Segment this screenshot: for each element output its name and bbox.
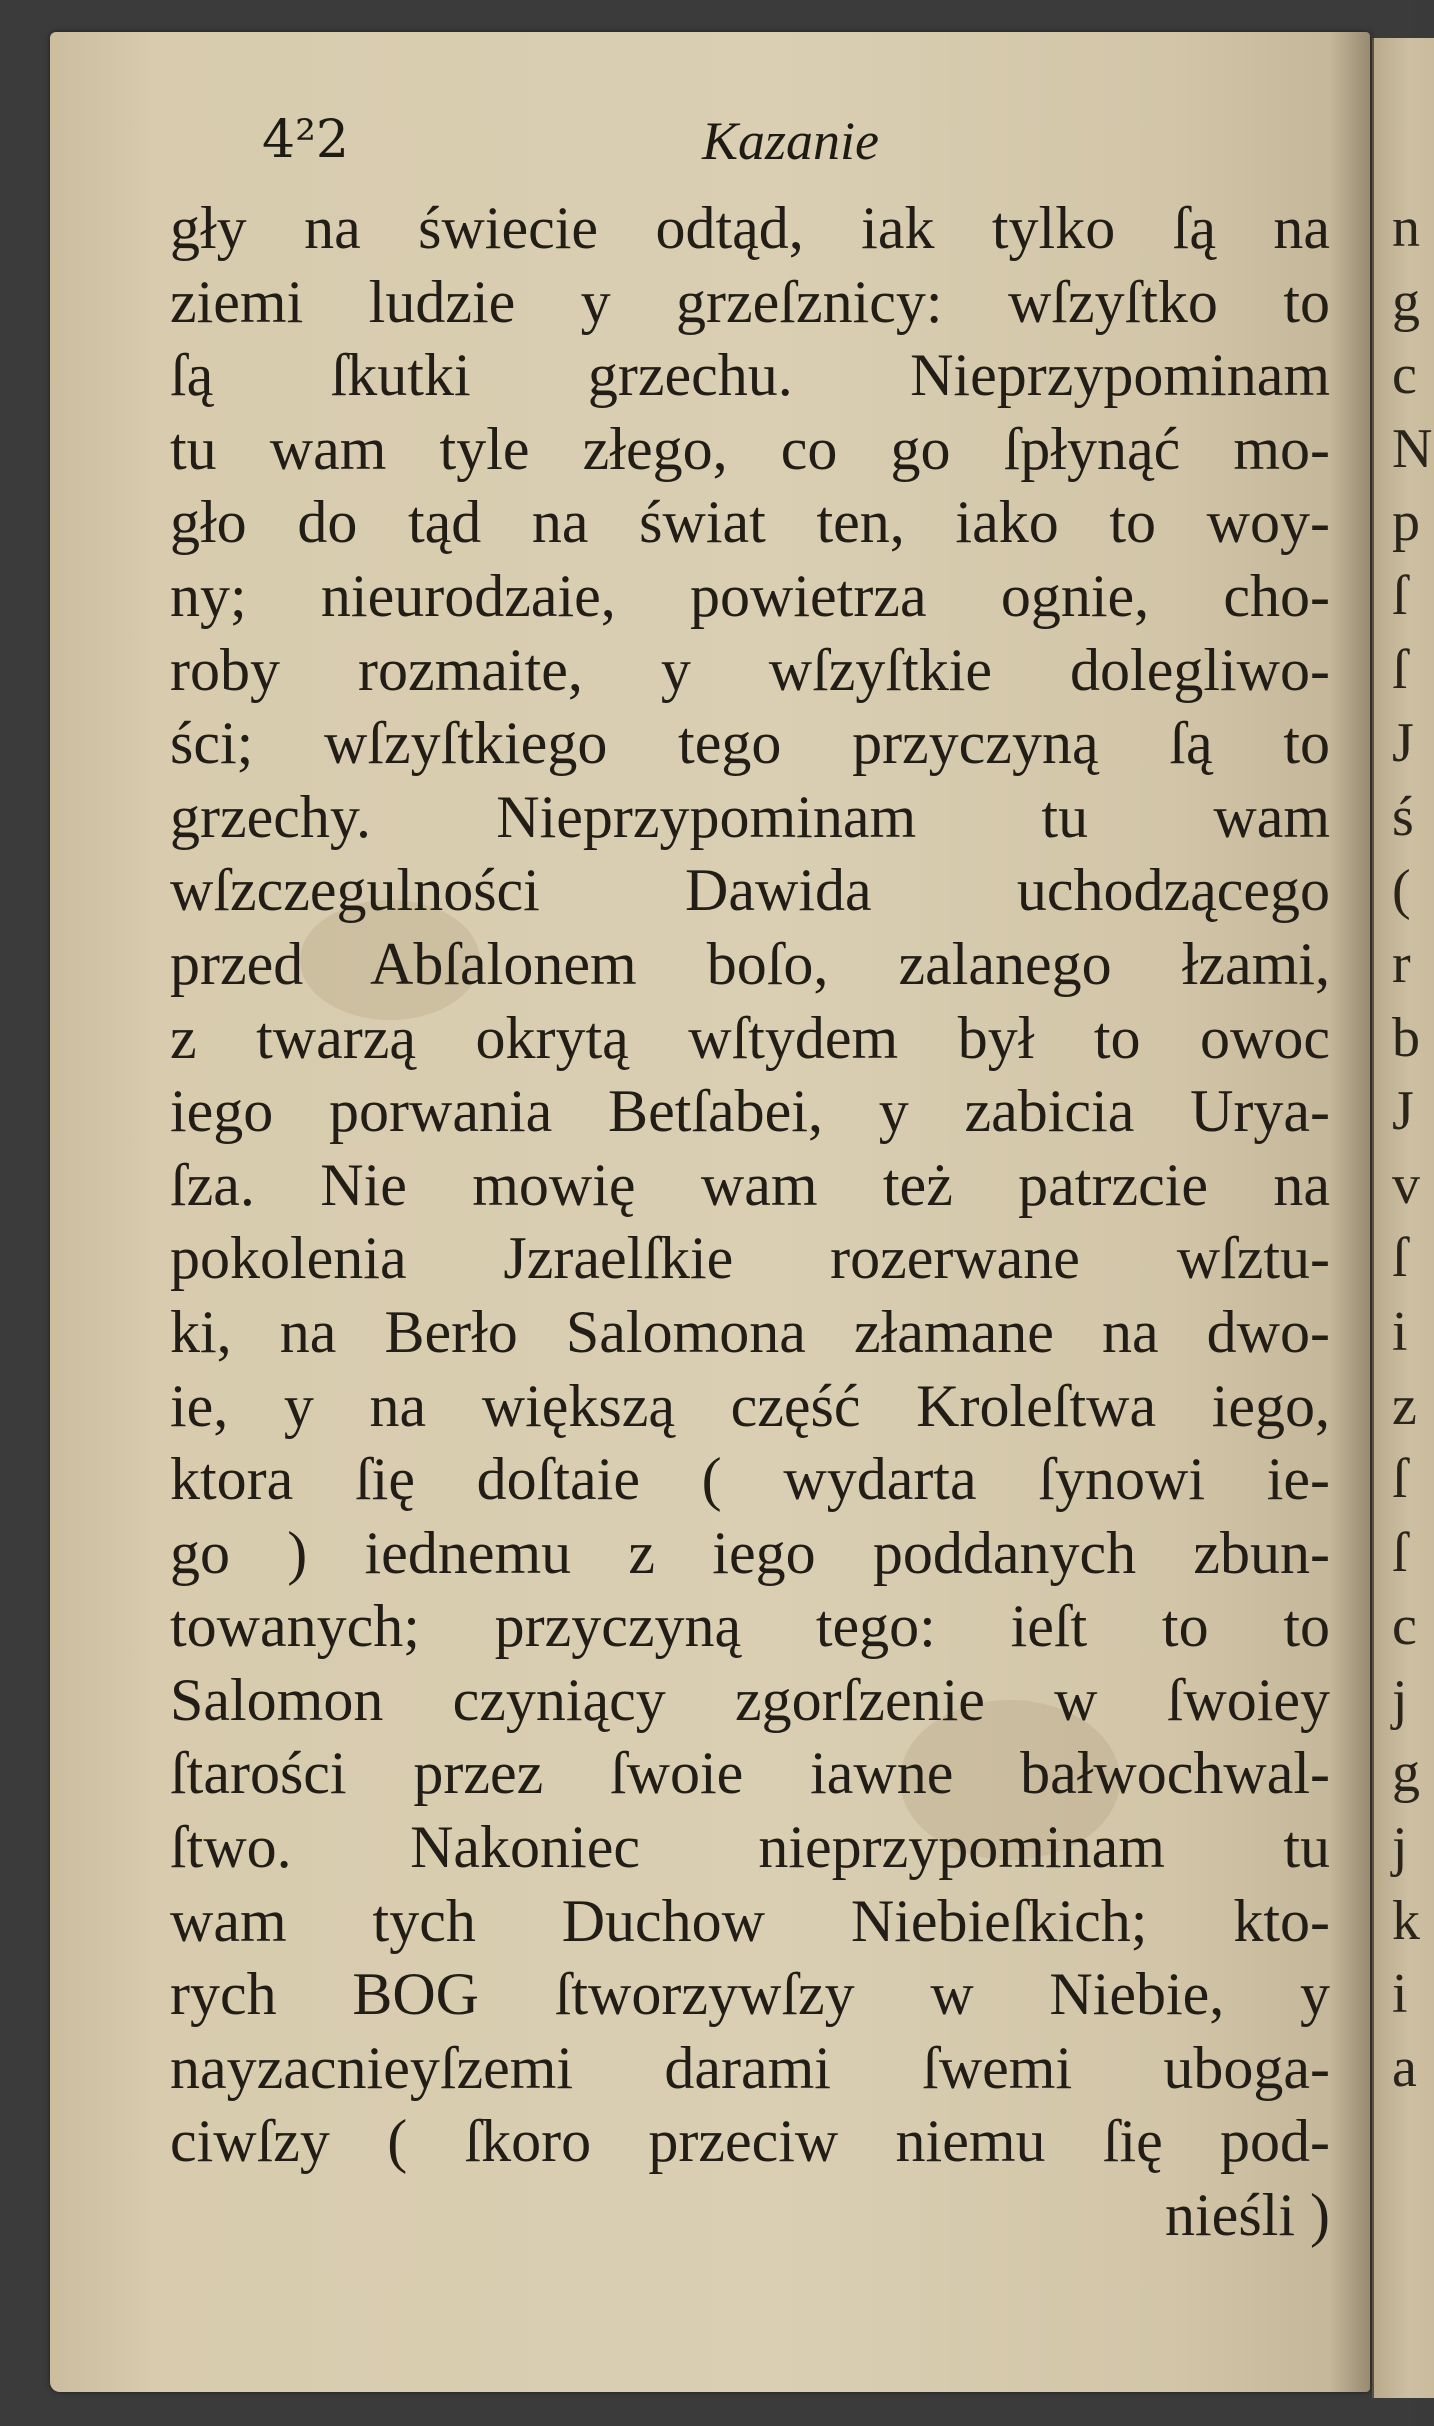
- text-line: ſza. Nie mowię wam też patrzcie na: [170, 1151, 1330, 1218]
- edge-letter: a: [1392, 2036, 1417, 2099]
- edge-letter: n: [1392, 197, 1420, 259]
- edge-letter: g: [1392, 1742, 1420, 1805]
- adjacent-page-letters: [1392, 192, 1433, 2105]
- edge-letter: g: [1392, 270, 1420, 333]
- text-line: wſzczegulności Dawida uchodzącego: [170, 857, 1330, 924]
- text-line: ſtarości przez ſwoie iawne bałwochwal-: [170, 1740, 1330, 1807]
- text-line: gło do tąd na świat ten, iako to woy-: [170, 489, 1330, 556]
- page-body-text: [170, 192, 1330, 2253]
- edge-letter: J: [1392, 1080, 1414, 1143]
- edge-letter: ſ: [1392, 564, 1408, 627]
- page-header: [262, 110, 1322, 180]
- text-line: ści; wſzyſtkiego tego przyczyną ſą to: [170, 710, 1330, 777]
- edge-letter: (: [1392, 859, 1411, 922]
- text-line: ie, y na większą część Kroleſtwa iego,: [170, 1372, 1330, 1439]
- running-head: Kazanie: [702, 111, 880, 171]
- text-line: iego porwania Betſabei, y zabicia Urya-: [170, 1078, 1330, 1145]
- text-line: roby rozmaite, y wſzyſtkie dolegliwo-: [170, 636, 1330, 703]
- edge-letter: J: [1392, 712, 1414, 775]
- edge-letter: k: [1392, 1889, 1420, 1952]
- text-line: Salomon czyniący zgorſzenie w ſwoiey: [170, 1666, 1330, 1733]
- text-line: nayzacnieyſzemi darami ſwemi uboga-: [170, 2034, 1330, 2101]
- text-line: przed Abſalonem boſo, zalanego łzami,: [170, 930, 1330, 997]
- text-line: ſtwo. Nakoniec nieprzypominam tu: [170, 1814, 1330, 1881]
- edge-letter: N: [1392, 417, 1433, 480]
- text-line: z twarzą okrytą wſtydem był to owoc: [170, 1004, 1330, 1071]
- edge-letter: c: [1392, 344, 1417, 407]
- text-line: wam tych Duchow Niebieſkich; kto-: [170, 1887, 1330, 1954]
- edge-letter: ś: [1392, 785, 1414, 848]
- edge-letter: r: [1392, 932, 1411, 995]
- text-line: go ) iednemu z iego poddanych zbun-: [170, 1519, 1330, 1586]
- page-number: 4²2: [262, 110, 350, 170]
- text-line: ciwſzy ( ſkoro przeciw niemu ſię pod-: [170, 2108, 1330, 2175]
- text-line: grzechy. Nieprzypominam tu wam: [170, 783, 1330, 850]
- edge-letter: ſ: [1392, 1448, 1408, 1511]
- edge-letter: v: [1392, 1153, 1420, 1216]
- text-line: ny; nieurodzaie, powietrza ognie, cho-: [170, 562, 1330, 629]
- text-line: pokolenia Jzraelſkie rozerwane wſztu-: [170, 1225, 1330, 1292]
- text-line: ktora ſię doſtaie ( wydarta ſynowi ie-: [170, 1446, 1330, 1513]
- edge-letter: j: [1392, 1816, 1408, 1879]
- edge-letter: ſ: [1392, 1227, 1408, 1290]
- text-line: tu wam tyle złego, co go ſpłynąć mo-: [170, 415, 1330, 482]
- catchword-line: nieśli ): [1165, 2182, 1330, 2249]
- text-line: gły na świecie odtąd, iak tylko ſą na: [170, 195, 1330, 261]
- edge-letter: b: [1392, 1006, 1420, 1069]
- text-line: rych BOG ſtworzywſzy w Niebie, y: [170, 1961, 1330, 2028]
- text-line: towanych; przyczyną tego: ieſt to to: [170, 1593, 1330, 1660]
- text-line: ziemi ludzie y grzeſznicy: wſzyſtko to: [170, 268, 1330, 335]
- text-line: ki, na Berło Salomona złamane na dwo-: [170, 1298, 1330, 1365]
- edge-letter: i: [1392, 1963, 1408, 2026]
- edge-letter: j: [1392, 1668, 1408, 1731]
- edge-letter: z: [1392, 1374, 1417, 1437]
- edge-letter: ſ: [1392, 638, 1408, 701]
- text-line: ſą ſkutki grzechu. Nieprzypominam: [170, 342, 1330, 409]
- gutter-shadow: [1330, 32, 1374, 2392]
- edge-letter: i: [1392, 1300, 1408, 1363]
- edge-letter: p: [1392, 491, 1420, 554]
- edge-letter: ſ: [1392, 1521, 1408, 1584]
- edge-letter: c: [1392, 1595, 1417, 1658]
